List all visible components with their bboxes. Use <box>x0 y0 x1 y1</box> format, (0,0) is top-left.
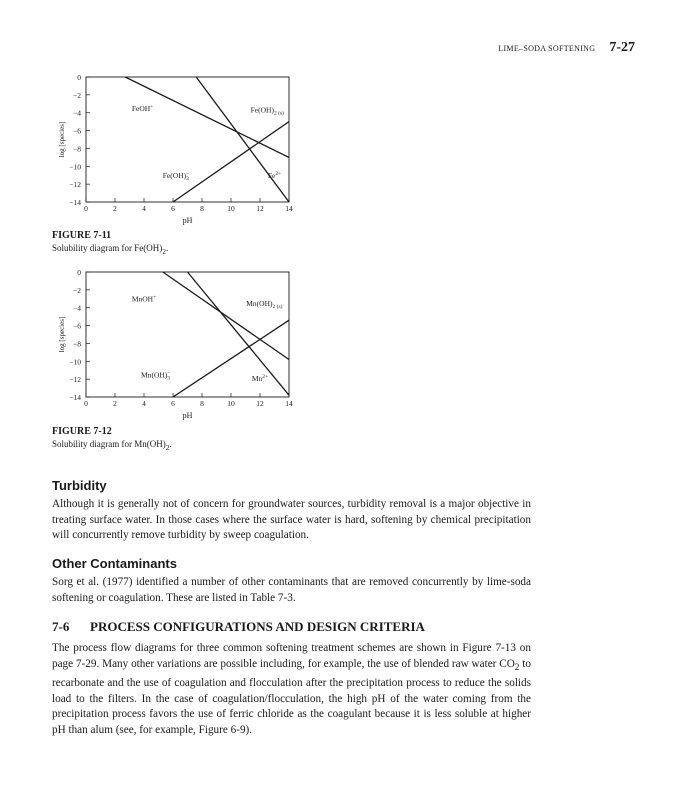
y-tick-label: −2 <box>73 285 81 295</box>
y-tick-label: −12 <box>69 375 81 385</box>
series-line <box>163 272 289 360</box>
x-tick-label: 10 <box>227 204 235 213</box>
figure-7-11-number: FIGURE 7-11 <box>52 230 112 241</box>
other-contaminants-heading: Other Contaminants <box>52 556 177 571</box>
species-label: $Fe(OH)_3-$ <box>162 170 189 182</box>
process-body-a: The process flow diagrams for three common softening treatment schemes are shown in Figure 7-13 on page 7-29. Many other variations are possible including, for example, the use of blended raw water CO <box>52 642 531 670</box>
species-label: $Fe^{2+}$ <box>267 170 282 180</box>
x-tick-label: 2 <box>113 204 117 213</box>
figure-7-12-caption <box>52 439 172 452</box>
figure-7-11-caption-text: Solubility diagram for Fe(OH) <box>52 243 163 253</box>
x-axis-label: pH <box>182 411 193 420</box>
x-tick-label: 14 <box>285 399 293 408</box>
y-tick-label: −10 <box>69 162 81 172</box>
y-axis-label: log [species] <box>58 316 66 353</box>
figure-7-12-number: FIGURE 7-12 <box>52 426 112 437</box>
x-tick-label: 4 <box>142 204 146 213</box>
process-body-sub: 2 <box>514 662 520 673</box>
species-label: $Fe(OH)_{2 (s)}$ <box>250 105 284 117</box>
y-tick-label: 0 <box>77 73 81 82</box>
running-header <box>498 40 635 56</box>
y-tick-label: −6 <box>73 126 81 136</box>
figure-7-11-caption-sub: 2 <box>162 246 166 256</box>
series-lines <box>125 77 289 202</box>
x-tick-label: 8 <box>200 399 204 408</box>
process-heading <box>52 619 531 635</box>
species-label: MnOH+ <box>131 294 157 304</box>
y-tick-label: −2 <box>73 90 81 100</box>
series-line <box>125 77 289 157</box>
other-contaminants-section <box>52 556 531 606</box>
x-axis-label: pH <box>182 216 193 225</box>
process-body-b: to recarbonate and the use of coagulation and flocculation after the precipitation process to reduce the solids load to the filters. In the case of coagulation/flocculation, the high pH of the water coming from the precipitation process favors the use of ferric chloride as the coagulant because it is less soluble at higher pH than alum (see, for example, Figure 6-9). <box>52 657 532 736</box>
y-tick-label: −8 <box>73 339 81 349</box>
x-tick-label: 8 <box>200 204 204 213</box>
page-number: 7-27 <box>609 40 635 55</box>
species-label: $Mn(OH)_{2 (s)}$ <box>246 298 283 310</box>
y-tick-label: −14 <box>69 198 81 207</box>
series-lines <box>163 272 289 397</box>
process-body <box>52 641 531 738</box>
figure-7-11-caption-end: . <box>165 243 169 253</box>
mn-solubility-chart <box>0 255 320 425</box>
series-line <box>173 320 289 397</box>
process-section <box>52 619 531 738</box>
plot-frame <box>86 77 289 202</box>
x-tick-label: 14 <box>285 204 293 213</box>
other-contaminants-body: Sorg et al. (1977) identified a number of other contaminants that are removed concurrently by lime-soda softening or coagulation. These are listed in Table 7-3. <box>52 576 531 604</box>
y-tick-label: −14 <box>69 393 81 402</box>
x-tick-label: 4 <box>142 399 146 408</box>
x-tick-label: 12 <box>256 399 264 408</box>
x-tick-label: 6 <box>171 399 175 408</box>
series-line <box>196 77 289 202</box>
species-label: $Mn(OH)_3-$ <box>141 370 171 382</box>
y-tick-label: −8 <box>73 144 81 154</box>
species-label: $Mn^{2+}$ <box>251 373 269 383</box>
y-axis-label: log [species] <box>58 121 66 158</box>
figure-7-12-caption-sub: 2 <box>165 442 170 452</box>
running-title: LIME–SODA SOFTENING <box>498 44 596 53</box>
process-title: PROCESS CONFIGURATIONS AND DESIGN CRITERIA <box>90 619 425 634</box>
x-tick-label: 10 <box>227 399 235 408</box>
turbidity-body: Although it is generally not of concern for groundwater sources, turbidity removal is a major objective in treating surface water. In those cases where the surface water is hard, softening by chemical precipitation will concurrently remove turbidity by sweep coagulation. <box>52 498 531 541</box>
y-tick-label: −12 <box>69 180 81 190</box>
series-line <box>173 122 289 202</box>
x-tick-label: 0 <box>84 204 88 213</box>
y-tick-label: 0 <box>77 268 81 277</box>
turbidity-section <box>52 478 531 544</box>
turbidity-heading: Turbidity <box>52 478 107 493</box>
figure-7-11-caption <box>52 243 168 256</box>
figure-7-12-caption-end: . <box>169 439 172 449</box>
process-number: 7-6 <box>52 619 70 634</box>
y-tick-label: −10 <box>69 357 81 367</box>
y-tick-label: −4 <box>73 303 81 313</box>
species-label: FeOH+ <box>131 103 154 113</box>
x-tick-label: 6 <box>171 204 175 213</box>
x-tick-label: 0 <box>84 399 88 408</box>
x-tick-label: 12 <box>256 204 264 213</box>
figure-7-12-caption-text: Solubility diagram for Mn(OH) <box>52 439 166 449</box>
y-tick-label: −4 <box>73 108 81 118</box>
x-tick-label: 2 <box>113 399 117 408</box>
fe-solubility-chart <box>0 60 320 230</box>
y-tick-label: −6 <box>73 321 81 331</box>
